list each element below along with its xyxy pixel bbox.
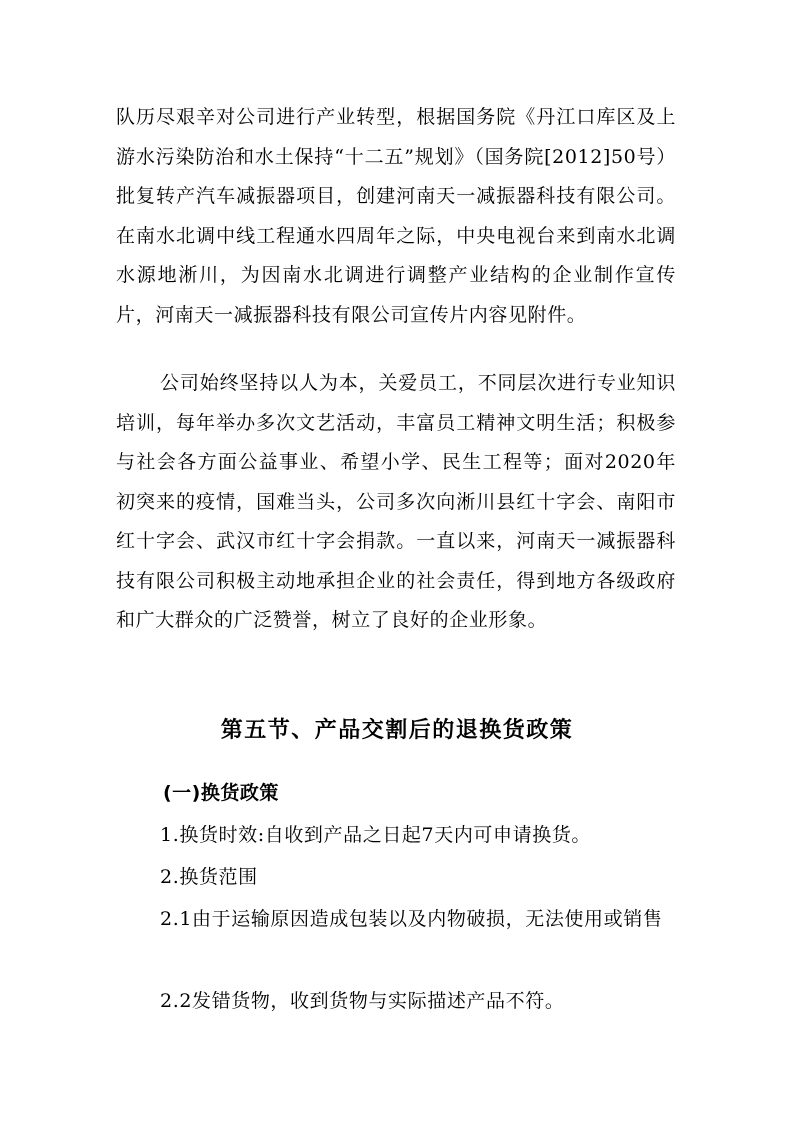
list-item-wrong-goods: 2.2发错货物，收到货物与实际描述产品不符。 bbox=[160, 990, 565, 1012]
paragraph-social-responsibility: 公司始终坚持以人为本，关爱员工，不同层次进行专业知识培训，每年举办多次文艺活动，丰富员工精神文明生活；积极参与社会各方面公益事业、希望小学、民生工程等；面对2020年初突来的疫情，国难当头，公司多次向淅川县红十字会、南阳市红十字会、武汉市红十字会捐款。一直以来，河南天一减振器科技有限公司积极主动地承担企业的社会责任，得到地方各级政府和广大群众的广泛赞誉，树立了良好的企业形象。 bbox=[116, 372, 676, 631]
list-item-exchange-scope: 2.换货范围 bbox=[160, 866, 258, 888]
subsection-title: (一)换货政策 bbox=[163, 782, 279, 804]
list-item-exchange-period: 1.换货时效:自收到产品之日起7天内可申请换货。 bbox=[160, 824, 592, 846]
section-title: 第五节、产品交割后的退换货政策 bbox=[220, 718, 574, 743]
paragraph-company-transformation: 队历尽艰辛对公司进行产业转型，根据国务院《丹江口库区及上游水污染防治和水土保持“十二五”规划》（国务院[2012]50号）批复转产汽车减振器项目，创建河南天一减振器科技有限公司。在南水北调中线工程通水四周年之际，中央电视台来到南水北调水源地淅川，为因南水北调进行调整产业结构的企业制作宣传片，河南天一减振器科技有限公司宣传片内容见附件。 bbox=[116, 106, 676, 326]
list-item-transport-damage: 2.1由于运输原因造成包装以及内物破损，无法使用或销售 bbox=[160, 908, 663, 930]
